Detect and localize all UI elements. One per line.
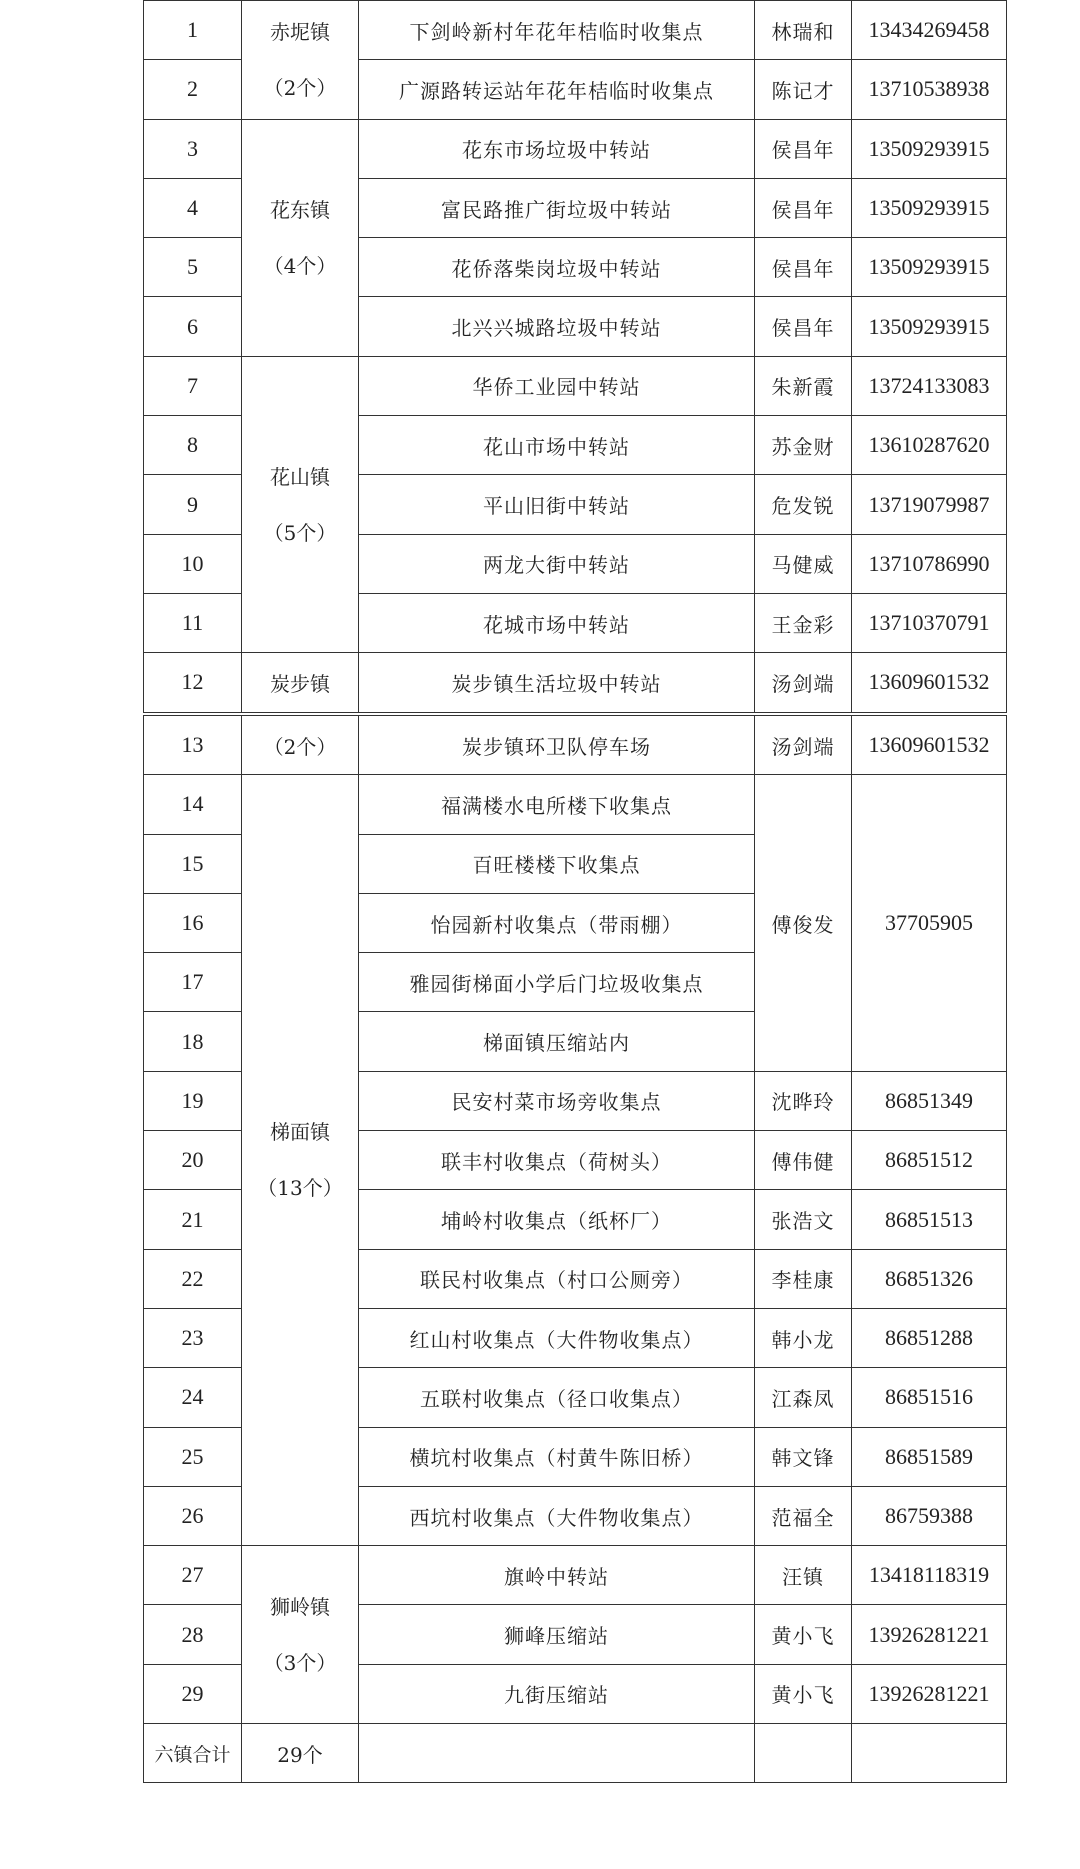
table-row	[144, 1546, 1007, 1605]
total-row	[144, 1724, 1007, 1783]
row-number: 20	[144, 1131, 242, 1190]
site-name: 红山村收集点（大件物收集点）	[359, 1308, 755, 1367]
site-name: 民安村菜市场旁收集点	[359, 1071, 755, 1130]
town-name: 赤坭镇	[270, 19, 330, 44]
row-number: 3	[144, 119, 242, 178]
contact-phone: 86851516	[852, 1368, 1007, 1427]
site-name: 西坑村收集点（大件物收集点）	[359, 1486, 755, 1545]
contact-phone: 86851589	[852, 1427, 1007, 1486]
empty-cell	[359, 1724, 755, 1783]
contact-person: 侯昌年	[755, 178, 852, 237]
site-name: 下剑岭新村年花年桔临时收集点	[359, 1, 755, 60]
empty-cell	[755, 1724, 852, 1783]
table-row	[144, 653, 1007, 712]
contact-phone: 86851513	[852, 1190, 1007, 1249]
contact-phone: 13418118319	[852, 1546, 1007, 1605]
contact-phone: 13926281221	[852, 1664, 1007, 1723]
row-number: 15	[144, 834, 242, 893]
contact-person: 马健威	[755, 534, 852, 593]
site-name: 平山旧街中转站	[359, 475, 755, 534]
row-number: 9	[144, 475, 242, 534]
contact-person: 汤剑端	[755, 653, 852, 712]
contact-person: 侯昌年	[755, 119, 852, 178]
contact-person: 王金彩	[755, 593, 852, 652]
town-name: 花东镇	[270, 197, 330, 222]
table-row	[144, 1, 1007, 60]
contact-person: 黄小飞	[755, 1605, 852, 1664]
contact-phone: 86759388	[852, 1486, 1007, 1545]
town-count: （5个）	[263, 520, 337, 545]
row-number: 2	[144, 60, 242, 119]
contact-phone: 13724133083	[852, 356, 1007, 415]
row-number: 11	[144, 593, 242, 652]
contact-person: 江森凤	[755, 1368, 852, 1427]
contact-phone: 13610287620	[852, 416, 1007, 475]
row-number: 23	[144, 1308, 242, 1367]
site-name: 联丰村收集点（荷树头）	[359, 1131, 755, 1190]
town-count: （4个）	[263, 253, 337, 278]
site-name: 华侨工业园中转站	[359, 356, 755, 415]
row-number: 27	[144, 1546, 242, 1605]
row-number: 26	[144, 1486, 242, 1545]
row-number: 5	[144, 238, 242, 297]
total-label: 六镇合计	[144, 1724, 242, 1783]
site-name: 五联村收集点（径口收集点）	[359, 1368, 755, 1427]
contact-person: 黄小飞	[755, 1664, 852, 1723]
row-number: 1	[144, 1, 242, 60]
contact-phone: 13719079987	[852, 475, 1007, 534]
row-number: 7	[144, 356, 242, 415]
contact-phone: 86851512	[852, 1131, 1007, 1190]
contact-phone: 13609601532	[852, 653, 1007, 712]
contact-person: 李桂康	[755, 1249, 852, 1308]
site-name: 花城市场中转站	[359, 593, 755, 652]
contact-person: 傅伟健	[755, 1131, 852, 1190]
site-name: 梯面镇压缩站内	[359, 1012, 755, 1071]
contact-person: 范福全	[755, 1486, 852, 1545]
site-name: 花山市场中转站	[359, 416, 755, 475]
contact-phone: 13434269458	[852, 1, 1007, 60]
town-count: （2个）	[242, 716, 359, 775]
site-name: 炭步镇生活垃圾中转站	[359, 653, 755, 712]
contact-phone: 13710370791	[852, 593, 1007, 652]
row-number: 16	[144, 893, 242, 952]
site-name: 狮峰压缩站	[359, 1605, 755, 1664]
town-cell	[242, 356, 359, 652]
contact-phone: 13710538938	[852, 60, 1007, 119]
site-name: 联民村收集点（村口公厕旁）	[359, 1249, 755, 1308]
contact-phone: 13509293915	[852, 297, 1007, 356]
town-cell	[242, 775, 359, 1546]
contact-person: 韩文锋	[755, 1427, 852, 1486]
site-name: 两龙大街中转站	[359, 534, 755, 593]
contact-person: 汪镇	[755, 1546, 852, 1605]
contact-person: 沈晔玲	[755, 1071, 852, 1130]
contact-phone: 86851288	[852, 1308, 1007, 1367]
contact-person: 张浩文	[755, 1190, 852, 1249]
site-name: 炭步镇环卫队停车场	[359, 716, 755, 775]
contact-person: 朱新霞	[755, 356, 852, 415]
town-name: 炭步镇	[242, 653, 359, 712]
site-name: 埔岭村收集点（纸杯厂）	[359, 1190, 755, 1249]
table-row	[144, 775, 1007, 834]
contact-person: 危发锐	[755, 475, 852, 534]
collection-points-table-part2	[143, 715, 1007, 1783]
contact-phone: 13509293915	[852, 238, 1007, 297]
contact-person: 韩小龙	[755, 1308, 852, 1367]
contact-person: 汤剑端	[755, 716, 852, 775]
row-number: 19	[144, 1071, 242, 1130]
site-name: 雅园街梯面小学后门垃圾收集点	[359, 953, 755, 1012]
contact-person: 林瑞和	[755, 1, 852, 60]
empty-cell	[852, 1724, 1007, 1783]
site-name: 花东市场垃圾中转站	[359, 119, 755, 178]
town-count: （2个）	[263, 75, 337, 100]
row-number: 21	[144, 1190, 242, 1249]
site-name: 花侨落柴岗垃圾中转站	[359, 238, 755, 297]
contact-person: 傅俊发	[755, 775, 852, 1071]
site-name: 横坑村收集点（村黄牛陈旧桥）	[359, 1427, 755, 1486]
row-number: 8	[144, 416, 242, 475]
row-number: 18	[144, 1012, 242, 1071]
town-count: （3个）	[263, 1650, 337, 1675]
site-name: 九街压缩站	[359, 1664, 755, 1723]
site-name: 广源路转运站年花年桔临时收集点	[359, 60, 755, 119]
row-number: 14	[144, 775, 242, 834]
town-cell	[242, 1, 359, 120]
contact-phone: 13926281221	[852, 1605, 1007, 1664]
site-name: 怡园新村收集点（带雨棚）	[359, 893, 755, 952]
site-name: 旗岭中转站	[359, 1546, 755, 1605]
row-number: 24	[144, 1368, 242, 1427]
contact-person: 苏金财	[755, 416, 852, 475]
row-number: 17	[144, 953, 242, 1012]
collection-points-table-part1	[143, 0, 1007, 713]
town-count: （13个）	[257, 1176, 343, 1201]
site-name: 北兴兴城路垃圾中转站	[359, 297, 755, 356]
row-number: 6	[144, 297, 242, 356]
row-number: 12	[144, 653, 242, 712]
contact-phone: 13710786990	[852, 534, 1007, 593]
contact-phone: 13609601532	[852, 716, 1007, 775]
row-number: 13	[144, 716, 242, 775]
row-number: 4	[144, 178, 242, 237]
site-name: 富民路推广街垃圾中转站	[359, 178, 755, 237]
row-number: 29	[144, 1664, 242, 1723]
town-cell	[242, 1546, 359, 1724]
total-value: 29个	[242, 1724, 359, 1783]
contact-phone: 37705905	[852, 775, 1007, 1071]
row-number: 25	[144, 1427, 242, 1486]
site-name: 福满楼水电所楼下收集点	[359, 775, 755, 834]
contact-person: 侯昌年	[755, 238, 852, 297]
contact-phone: 86851326	[852, 1249, 1007, 1308]
contact-person: 侯昌年	[755, 297, 852, 356]
contact-person: 陈记才	[755, 60, 852, 119]
row-number: 10	[144, 534, 242, 593]
row-number: 22	[144, 1249, 242, 1308]
town-name: 梯面镇	[270, 1120, 330, 1145]
contact-phone: 13509293915	[852, 119, 1007, 178]
contact-phone: 13509293915	[852, 178, 1007, 237]
row-number: 28	[144, 1605, 242, 1664]
town-name: 花山镇	[270, 464, 330, 489]
table-row	[144, 356, 1007, 415]
town-cell	[242, 119, 359, 356]
site-name: 百旺楼楼下收集点	[359, 834, 755, 893]
contact-phone: 86851349	[852, 1071, 1007, 1130]
table-row	[144, 119, 1007, 178]
table-row	[144, 716, 1007, 775]
town-name: 狮岭镇	[270, 1594, 330, 1619]
